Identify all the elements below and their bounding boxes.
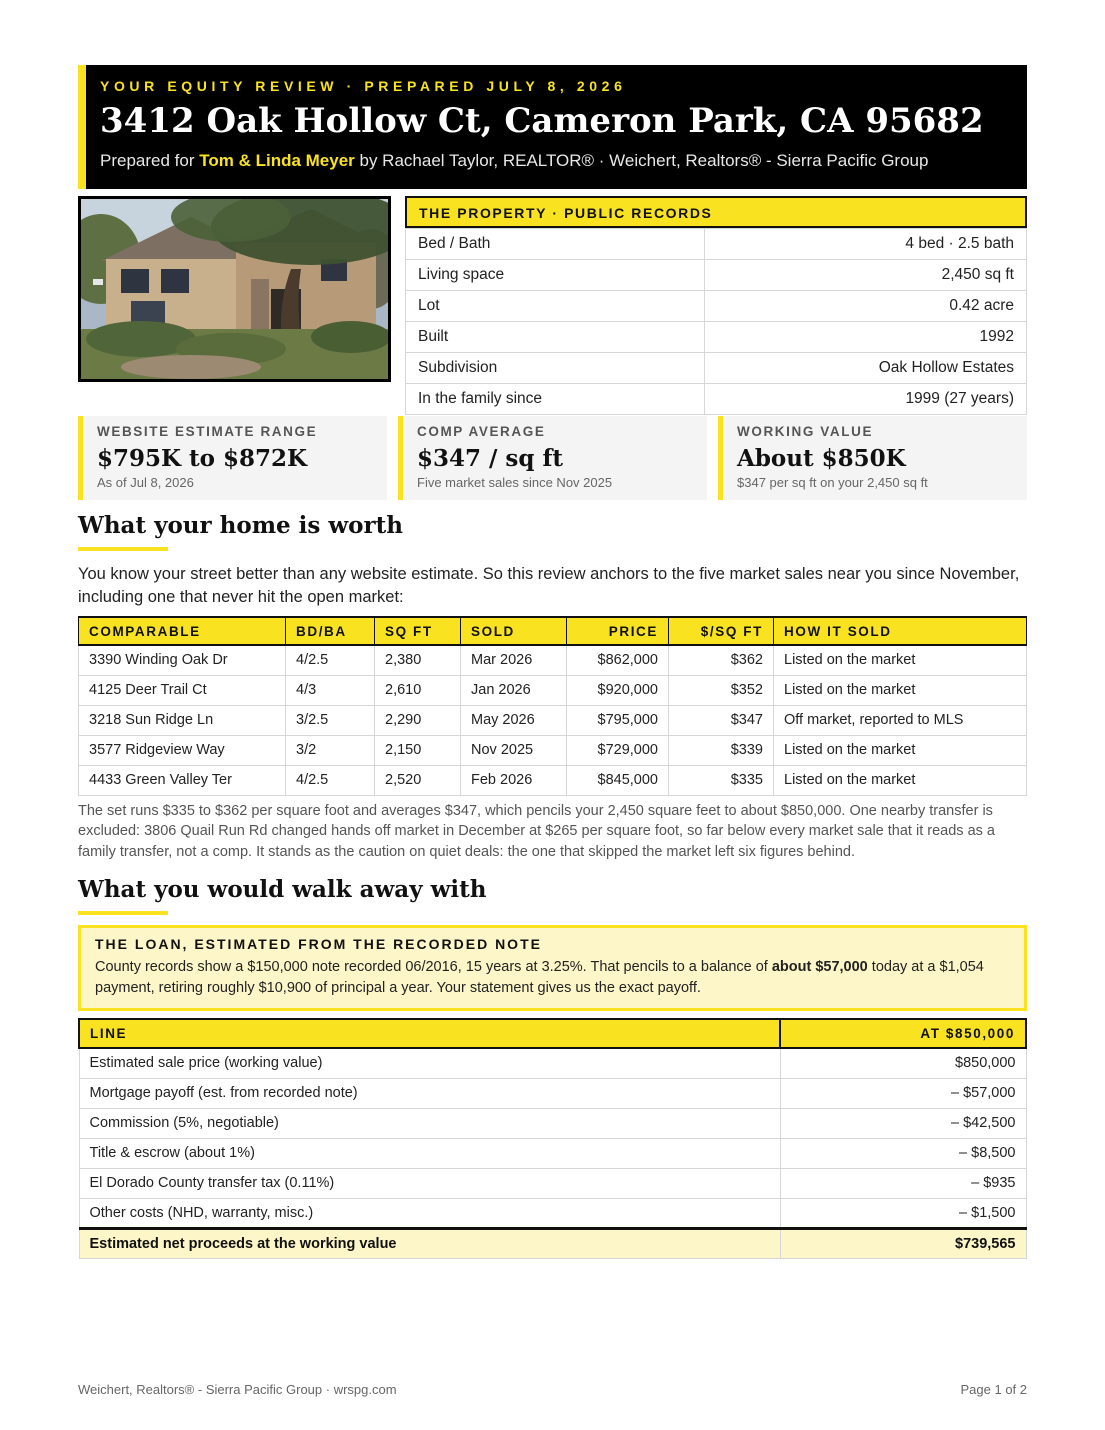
stat-card-website-estimate: [78, 416, 387, 500]
table-cell: $862,000: [567, 645, 669, 675]
table-row: [406, 353, 1027, 384]
worth-intro: You know your street better than any website estimate. So this review anchors to the five market sales near you since November, including one that never hit the open market:: [78, 565, 1020, 606]
record-label: Subdivision: [406, 353, 705, 384]
prepared-line: [100, 151, 1027, 171]
page-footer: [78, 1382, 1027, 1397]
table-cell: Listed on the market: [774, 735, 1027, 765]
table-row: [79, 1198, 1026, 1228]
record-label: Built: [406, 322, 705, 353]
table-row: [79, 705, 1027, 735]
table-cell: Nov 2025: [461, 735, 567, 765]
page-number: Page 1 of 2: [960, 1382, 1027, 1397]
loan-text-part: County records show a $150,000 note recorded 06/2016, 15 years at 3.25%. That pencils to a balance of: [95, 959, 772, 975]
table-row: [79, 645, 1027, 675]
line-value: – $1,500: [780, 1198, 1026, 1228]
record-value: 1999 (27 years): [705, 384, 1027, 415]
column-header: COMPARABLE: [79, 617, 286, 645]
table-row: [79, 1108, 1026, 1138]
table-row: [406, 291, 1027, 322]
value-stats: [78, 416, 1027, 500]
record-value: 0.42 acre: [705, 291, 1027, 322]
table-header-row: [79, 617, 1027, 645]
table-row: [406, 384, 1027, 415]
line-label: Title & escrow (about 1%): [79, 1138, 780, 1168]
table-cell: $339: [669, 735, 774, 765]
house-photo-image: [81, 199, 388, 379]
table-cell: $920,000: [567, 675, 669, 705]
record-label: Lot: [406, 291, 705, 322]
table-row: [79, 1138, 1026, 1168]
table-cell: Jan 2026: [461, 675, 567, 705]
table-cell: Listed on the market: [774, 675, 1027, 705]
table-cell: 3/2: [286, 735, 375, 765]
table-cell: 4/2.5: [286, 765, 375, 795]
table-cell: $729,000: [567, 735, 669, 765]
line-value: – $57,000: [780, 1078, 1026, 1108]
table-row: [79, 1048, 1026, 1078]
stat-card-working-value: [718, 416, 1027, 500]
loan-balance-highlight: about $57,000: [771, 959, 868, 975]
column-header: BD/BA: [286, 617, 375, 645]
table-cell: Listed on the market: [774, 645, 1027, 675]
property-overview: [78, 196, 1027, 418]
table-cell: 4125 Deer Trail Ct: [79, 675, 286, 705]
column-header: $/SQ FT: [669, 617, 774, 645]
stat-value: $347 / sq ft: [417, 445, 563, 472]
line-label: Other costs (NHD, warranty, misc.): [79, 1198, 780, 1228]
line-label: Commission (5%, negotiable): [79, 1108, 780, 1138]
table-cell: Mar 2026: [461, 645, 567, 675]
table-cell: 3218 Sun Ridge Ln: [79, 705, 286, 735]
report-kicker: YOUR EQUITY REVIEW · PREPARED JULY 8, 2026: [100, 78, 627, 94]
house-photo: [78, 196, 391, 382]
column-header: LINE: [79, 1019, 780, 1048]
table-cell: 2,290: [375, 705, 461, 735]
stat-label: WEBSITE ESTIMATE RANGE: [97, 424, 318, 439]
stat-subtext: Five market sales since Nov 2025: [417, 475, 613, 490]
stat-value: $795K to $872K: [97, 445, 307, 472]
section-heading: What you would walk away with: [78, 876, 487, 903]
walk-away-section: [78, 876, 1027, 1259]
stat-card-comp-average: [398, 416, 707, 500]
stat-label: WORKING VALUE: [737, 424, 874, 439]
table-row: [79, 1168, 1026, 1198]
client-names: Tom & Linda Meyer: [199, 151, 355, 170]
header-banner: [78, 65, 1027, 189]
table-cell: $347: [669, 705, 774, 735]
column-header: SQ FT: [375, 617, 461, 645]
equity-review-page: [78, 65, 1027, 1259]
table-cell: 3/2.5: [286, 705, 375, 735]
line-label: Mortgage payoff (est. from recorded note): [79, 1078, 780, 1108]
table-cell: Listed on the market: [774, 765, 1027, 795]
stat-subtext: $347 per sq ft on your 2,450 sq ft: [737, 475, 928, 490]
property-records-table: [405, 228, 1027, 415]
line-value: – $42,500: [780, 1108, 1026, 1138]
record-value: 2,450 sq ft: [705, 260, 1027, 291]
loan-estimate-text: [95, 957, 1010, 999]
loan-estimate-title: THE LOAN, ESTIMATED FROM THE RECORDED NOTE: [95, 936, 542, 952]
property-address: 3412 Oak Hollow Ct, Cameron Park, CA 95682: [100, 101, 984, 141]
record-value: 1992: [705, 322, 1027, 353]
table-cell: 3577 Ridgeview Way: [79, 735, 286, 765]
table-cell: 4433 Green Valley Ter: [79, 765, 286, 795]
table-cell: 3390 Winding Oak Dr: [79, 645, 286, 675]
table-cell: 2,380: [375, 645, 461, 675]
heading-underline: [78, 911, 168, 915]
column-header: HOW IT SOLD: [774, 617, 1027, 645]
table-row: [79, 675, 1027, 705]
comparables-note: The set runs $335 to $362 per square foot and averages $347, which pencils your 2,450 square feet to about $850,000. One nearby transfer is excluded: 3806 Quail Run Rd changed hands off market in December at $265 per square foot, so far below every market sale that it reads as a family transfer, not a comp. It stands as the caution on quiet deals: the one that skipped the market left six figures behind.: [78, 802, 995, 860]
line-value: – $935: [780, 1168, 1026, 1198]
table-row: [79, 765, 1027, 795]
loan-text-part: today at a $1,054 payment, retiring roughly $10,900 of principal a year. Your statement gives us the exact payoff.: [95, 959, 984, 996]
section-heading: What your home is worth: [78, 512, 403, 539]
column-header: SOLD: [461, 617, 567, 645]
table-row: [79, 735, 1027, 765]
table-row: [79, 1078, 1026, 1108]
loan-estimate-box: [78, 925, 1027, 1011]
prepared-suffix: by Rachael Taylor, REALTOR® · Weichert, Realtors® - Sierra Pacific Group: [354, 151, 929, 170]
stat-label: COMP AVERAGE: [417, 424, 546, 439]
net-proceeds-total-row: [79, 1228, 1026, 1258]
footer-brokerage: Weichert, Realtors® - Sierra Pacific Group · wrspg.com: [78, 1382, 397, 1397]
comparables-table: [78, 616, 1027, 796]
table-row: [406, 229, 1027, 260]
table-row: [406, 322, 1027, 353]
table-cell: $362: [669, 645, 774, 675]
record-label: In the family since: [406, 384, 705, 415]
record-value: 4 bed · 2.5 bath: [705, 229, 1027, 260]
table-row: [406, 260, 1027, 291]
record-label: Living space: [406, 260, 705, 291]
table-cell: Off market, reported to MLS: [774, 705, 1027, 735]
table-cell: 2,520: [375, 765, 461, 795]
table-cell: $845,000: [567, 765, 669, 795]
table-cell: $352: [669, 675, 774, 705]
total-value: $739,565: [780, 1228, 1026, 1258]
table-cell: 4/2.5: [286, 645, 375, 675]
worth-section: [78, 512, 1027, 862]
table-cell: May 2026: [461, 705, 567, 735]
table-cell: 4/3: [286, 675, 375, 705]
property-records-title: THE PROPERTY · PUBLIC RECORDS: [405, 196, 1027, 228]
table-cell: $335: [669, 765, 774, 795]
table-cell: Feb 2026: [461, 765, 567, 795]
prepared-prefix: Prepared for: [100, 151, 200, 170]
net-proceeds-table: [78, 1018, 1027, 1259]
column-header: PRICE: [567, 617, 669, 645]
table-cell: $795,000: [567, 705, 669, 735]
table-cell: 2,610: [375, 675, 461, 705]
table-cell: 2,150: [375, 735, 461, 765]
table-header-row: [79, 1019, 1026, 1048]
record-label: Bed / Bath: [406, 229, 705, 260]
line-label: Estimated sale price (working value): [79, 1048, 780, 1078]
property-records: [405, 196, 1027, 415]
heading-underline: [78, 547, 168, 551]
total-label: Estimated net proceeds at the working value: [79, 1228, 780, 1258]
stat-value: About $850K: [737, 445, 906, 472]
column-header: AT $850,000: [780, 1019, 1026, 1048]
line-value: – $8,500: [780, 1138, 1026, 1168]
line-label: El Dorado County transfer tax (0.11%): [79, 1168, 780, 1198]
stat-subtext: As of Jul 8, 2026: [97, 475, 194, 490]
record-value: Oak Hollow Estates: [705, 353, 1027, 384]
line-value: $850,000: [780, 1048, 1026, 1078]
